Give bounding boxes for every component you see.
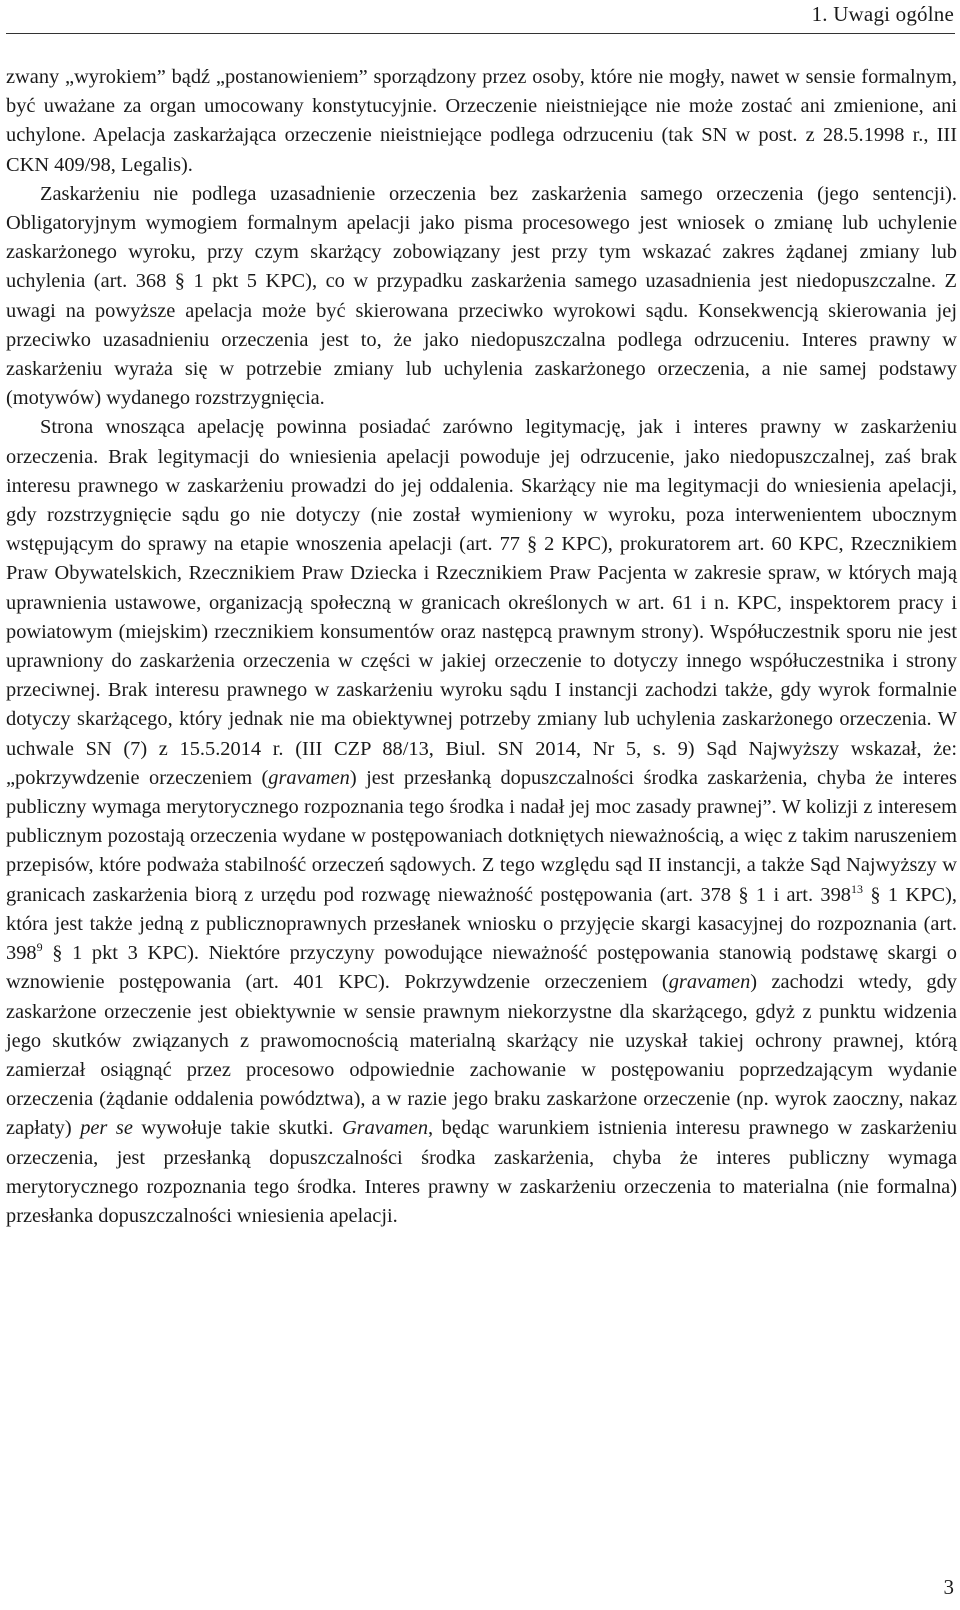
text-run: ) zachodzi wtedy, gdy zaskarżone orzeczenie jest obiektywnie w sensie prawnym niekorzystne dla skarżącego, gdyż z punktu widzenia jego skutków związanych z prawomocnością materialną skarżący nie uzyskał takiej ochrony prawnej, którą zamierzał osiągnąć przez procesowo odpowiednie zachowanie w postępowaniu poprzedzającym wydanie orzeczenia (żądanie oddalenia powództwa), a w razie jego braku zaskarżone orzeczenie (np. wyrok zaoczny, nakaz zapłaty)	[6, 971, 957, 1140]
article-superscript: 9	[36, 940, 43, 955]
text-run: zwany „wyrokiem” bądź „postanowieniem” sporządzony przez osoby, które nie mogły, nawet w sensie formalnym, być uważane za organ umocowany konstytucyjnie. Orzeczenie nieistniejące nie może zostać ani zmienione, ani uchylone. Apelacja zaskarżająca orzeczenie nieistniejące podlega odrzuceniu (tak SN w post. z 28.5.1998 r., III CKN 409/98, Legalis).	[6, 66, 957, 176]
italic-term: gravamen	[268, 766, 350, 789]
text-run: Strona wnosząca apelację powinna posiadać zarówno legitymację, jak i interes prawny w zaskarżeniu orzeczenia. Brak legitymacji do wniesienia apelacji powoduje jej odrzucenie, jako niedopuszczalnej, zaś brak interesu prawnego w zaskarżeniu prowadzi do jej oddalenia. Skarżący nie ma legitymacji do wniesienia apelacji, gdy rozstrzygnięcie sądu go nie dotyczy (nie został wymieniony w wyroku, poza interwenientem ubocznym wstępującym do sprawy na etapie wnoszenia apelacji (art. 77 § 2 KPC), prokuratorem art. 60 KPC, Rzecznikiem Praw Obywatelskich, Rzecznikiem Praw Dziecka i Rzecznikiem Praw Pacjenta w zakresie spraw, w których mają uprawnienia ustawowe, organizacją społeczną w granicach określonych w art. 61 i n. KPC, inspektorem pracy i powiatowym (miejskim) rzecznikiem konsumentów oraz następcą prawnym strony). Współuczestnik sporu nie jest uprawniony do zaskarżenia orzeczenia w części w jakiej orzeczenie to dotyczy innego współuczestnika i strony przeciwnej. Brak interesu prawnego w zaskarżeniu wyroku sądu I instancji zachodzi także, gdy wyrok formalnie dotyczy skarżącego, który jednak nie ma obiektywnej potrzeby zmiany lub uchylenia zaskarżonego orzeczenia. W uchwale SN (7) z 15.5.2014 r. (III CZP 88/13, Biul. SN 2014, Nr 5, s. 9) Sąd Najwyższy wskazał, że: „pokrzywdzenie orzeczeniem (	[6, 416, 957, 789]
text-run: ) jest przesłanką dopuszczalności środka zaskarżenia, chyba że interes publiczny wymaga merytorycznego rozpoznania tego środka i nadał jej moc zasady prawnej”. W kolizji z interesem publicznym pozostają orzeczenia wydane w postępowaniach dotkniętych nieważnością, a więc z takim naruszeniem przepisów, które podważa stabilność orzeczeń sądowych. Z tego względu sąd II instancji, a także Sąd Najwyższy w granicach zaskarżenia biorą z urzędu pod rozwagę nieważność postępowania (art. 378 § 1 i art. 398	[6, 766, 957, 906]
text-run: wywołuje takie skutki.	[132, 1117, 342, 1140]
italic-term: gravamen	[668, 971, 751, 994]
page-number: 3	[943, 1575, 954, 1599]
body-text	[6, 63, 957, 1231]
article-superscript: 13	[851, 881, 863, 896]
italic-term: per se	[80, 1117, 133, 1140]
paragraph	[6, 180, 957, 414]
running-header: 1. Uwagi ogólne	[811, 2, 954, 26]
text-run: § 1 KPC), która jest także jedną z publicznoprawnych przesłanek wniosku o przyjęcie skargi kasacyjnej do rozpoznania (art. 398	[6, 883, 957, 965]
paragraph	[6, 63, 957, 180]
text-run: Zaskarżeniu nie podlega uzasadnienie orzeczenia bez zaskarżenia samego orzeczenia (jego sentencji). Obligatoryjnym wymogiem formalnym apelacji jako pisma procesowego jest wniosek o zmianę lub uchylenie zaskarżonego wyroku, przy czym skarżący zobowiązany jest przy tym wskazać zakres żądanej zmiany lub uchylenia (art. 368 § 1 pkt 5 KPC), co w przypadku zaskarżenia samego uzasadnienia jest niedopuszczalne. Z uwagi na powyższe apelacja może być skierowana przeciwko wyrokowi sądu. Konsekwencją skierowania jej przeciwko uzasadnieniu orzeczenia jest to, że jako niedopuszczalna podlega odrzuceniu. Interes prawny w zaskarżeniu wyraża się w potrzebie zmiany lub uchylenia zaskarżonego orzeczenia, a nie samej podstawy (motywów) wydanego rozstrzygnięcia.	[6, 182, 957, 410]
text-run: , będąc warunkiem istnienia interesu prawnego w zaskarżeniu orzeczenia, jest przesłanką dopuszczalności środka zaskarżenia, chyba że interes publiczny wymaga merytorycznego rozpoznania tego środka. Interes prawny w zaskarżeniu orzeczenia to materialna (nie formalna) przesłanka dopuszczalności wniesienia apelacji.	[6, 1117, 957, 1227]
header-divider	[6, 33, 955, 34]
paragraph	[6, 413, 957, 1231]
italic-term: Gravamen	[341, 1117, 429, 1140]
text-run: § 1 pkt 3 KPC). Niektóre przyczyny powodujące nieważność postępowania stanowią podstawę skargi o wznowienie postępowania (art. 401 KPC). Pokrzywdzenie orzeczeniem (	[6, 942, 957, 994]
